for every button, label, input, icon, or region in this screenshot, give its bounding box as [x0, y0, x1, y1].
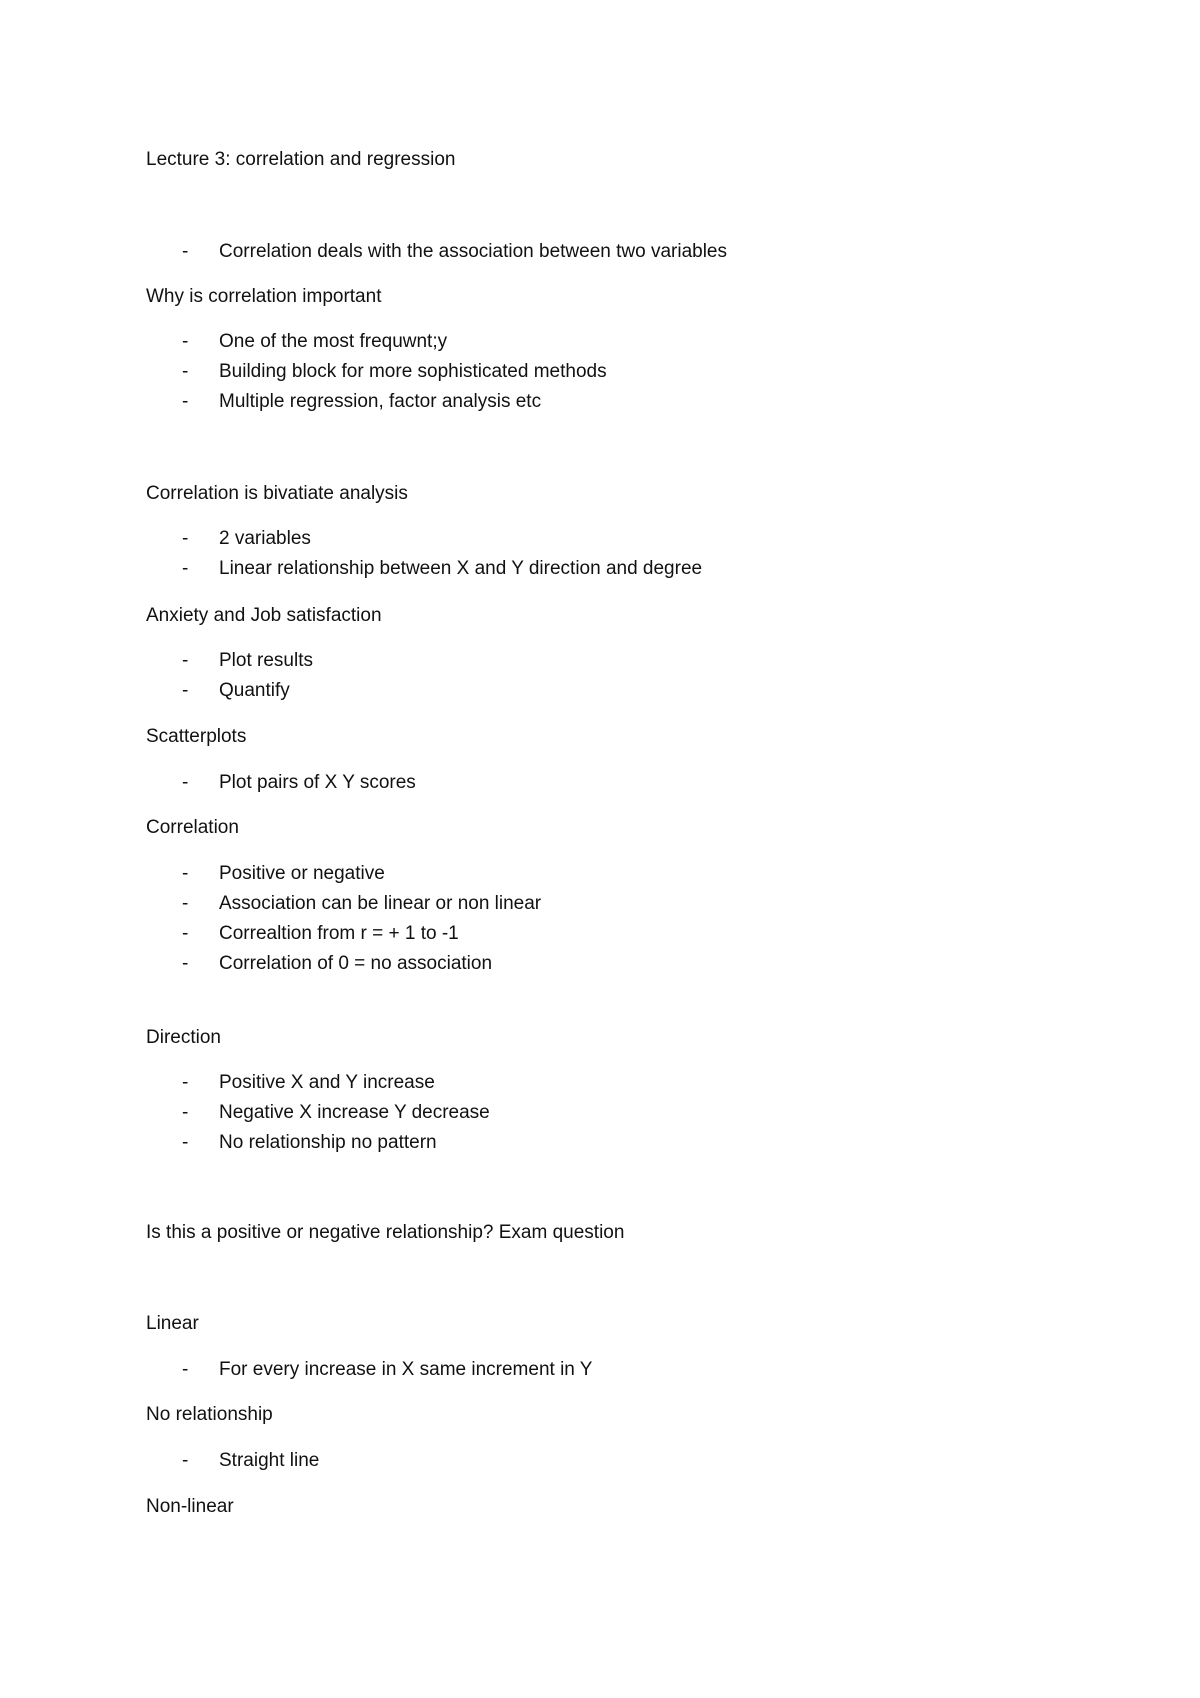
bullet-text: Linear relationship between X and Y direction and degree — [219, 558, 703, 579]
bullet-marker: - — [182, 863, 189, 884]
section-heading: Anxiety and Job satisfaction — [146, 605, 382, 626]
bullet-text: Correlation deals with the association between two variables — [219, 241, 727, 262]
bullet-text: Quantify — [219, 680, 290, 701]
section-heading: Linear — [146, 1313, 199, 1334]
bullet-marker: - — [182, 1132, 189, 1153]
bullet-text: No relationship no pattern — [219, 1132, 437, 1153]
bullet-marker: - — [182, 331, 189, 352]
bullet-text: Straight line — [219, 1450, 320, 1471]
bullet-marker: - — [182, 923, 189, 944]
bullet-text: Negative X increase Y decrease — [219, 1102, 490, 1123]
bullet-marker: - — [182, 680, 189, 701]
bullet-text: Plot results — [219, 650, 313, 671]
bullet-marker: - — [182, 391, 189, 412]
section-heading: Why is correlation important — [146, 286, 382, 307]
bullet-text: Correaltion from r = + 1 to -1 — [219, 923, 459, 944]
section-heading: Scatterplots — [146, 726, 247, 747]
bullet-marker: - — [182, 361, 189, 382]
bullet-text: One of the most frequwnt;y — [219, 331, 448, 352]
bullet-marker: - — [182, 893, 189, 914]
section-heading: Direction — [146, 1027, 221, 1048]
bullet-marker: - — [182, 558, 189, 579]
bullet-text: For every increase in X same increment in Y — [219, 1359, 593, 1380]
bullet-text: Building block for more sophisticated methods — [219, 361, 607, 382]
bullet-marker: - — [182, 1072, 189, 1093]
bullet-marker: - — [182, 1102, 189, 1123]
bullet-text: Positive X and Y increase — [219, 1072, 435, 1093]
section-heading: Correlation — [146, 817, 239, 838]
bullet-text: 2 variables — [219, 528, 311, 549]
section-heading: Non-linear — [146, 1496, 234, 1517]
bullet-marker: - — [182, 772, 189, 793]
bullet-text: Correlation of 0 = no association — [219, 953, 493, 974]
bullet-text: Association can be linear or non linear — [219, 893, 542, 914]
bullet-text: Positive or negative — [219, 863, 385, 884]
document-title: Lecture 3: correlation and regression — [146, 149, 456, 170]
bullet-text: Multiple regression, factor analysis etc — [219, 391, 542, 412]
section-heading: Correlation is bivatiate analysis — [146, 483, 408, 504]
section-heading: Is this a positive or negative relationship? Exam question — [146, 1222, 625, 1243]
bullet-marker: - — [182, 241, 189, 262]
bullet-marker: - — [182, 1359, 189, 1380]
bullet-text: Plot pairs of X Y scores — [219, 772, 416, 793]
bullet-marker: - — [182, 1450, 189, 1471]
bullet-marker: - — [182, 953, 189, 974]
bullet-marker: - — [182, 528, 189, 549]
section-heading: No relationship — [146, 1404, 273, 1425]
bullet-marker: - — [182, 650, 189, 671]
